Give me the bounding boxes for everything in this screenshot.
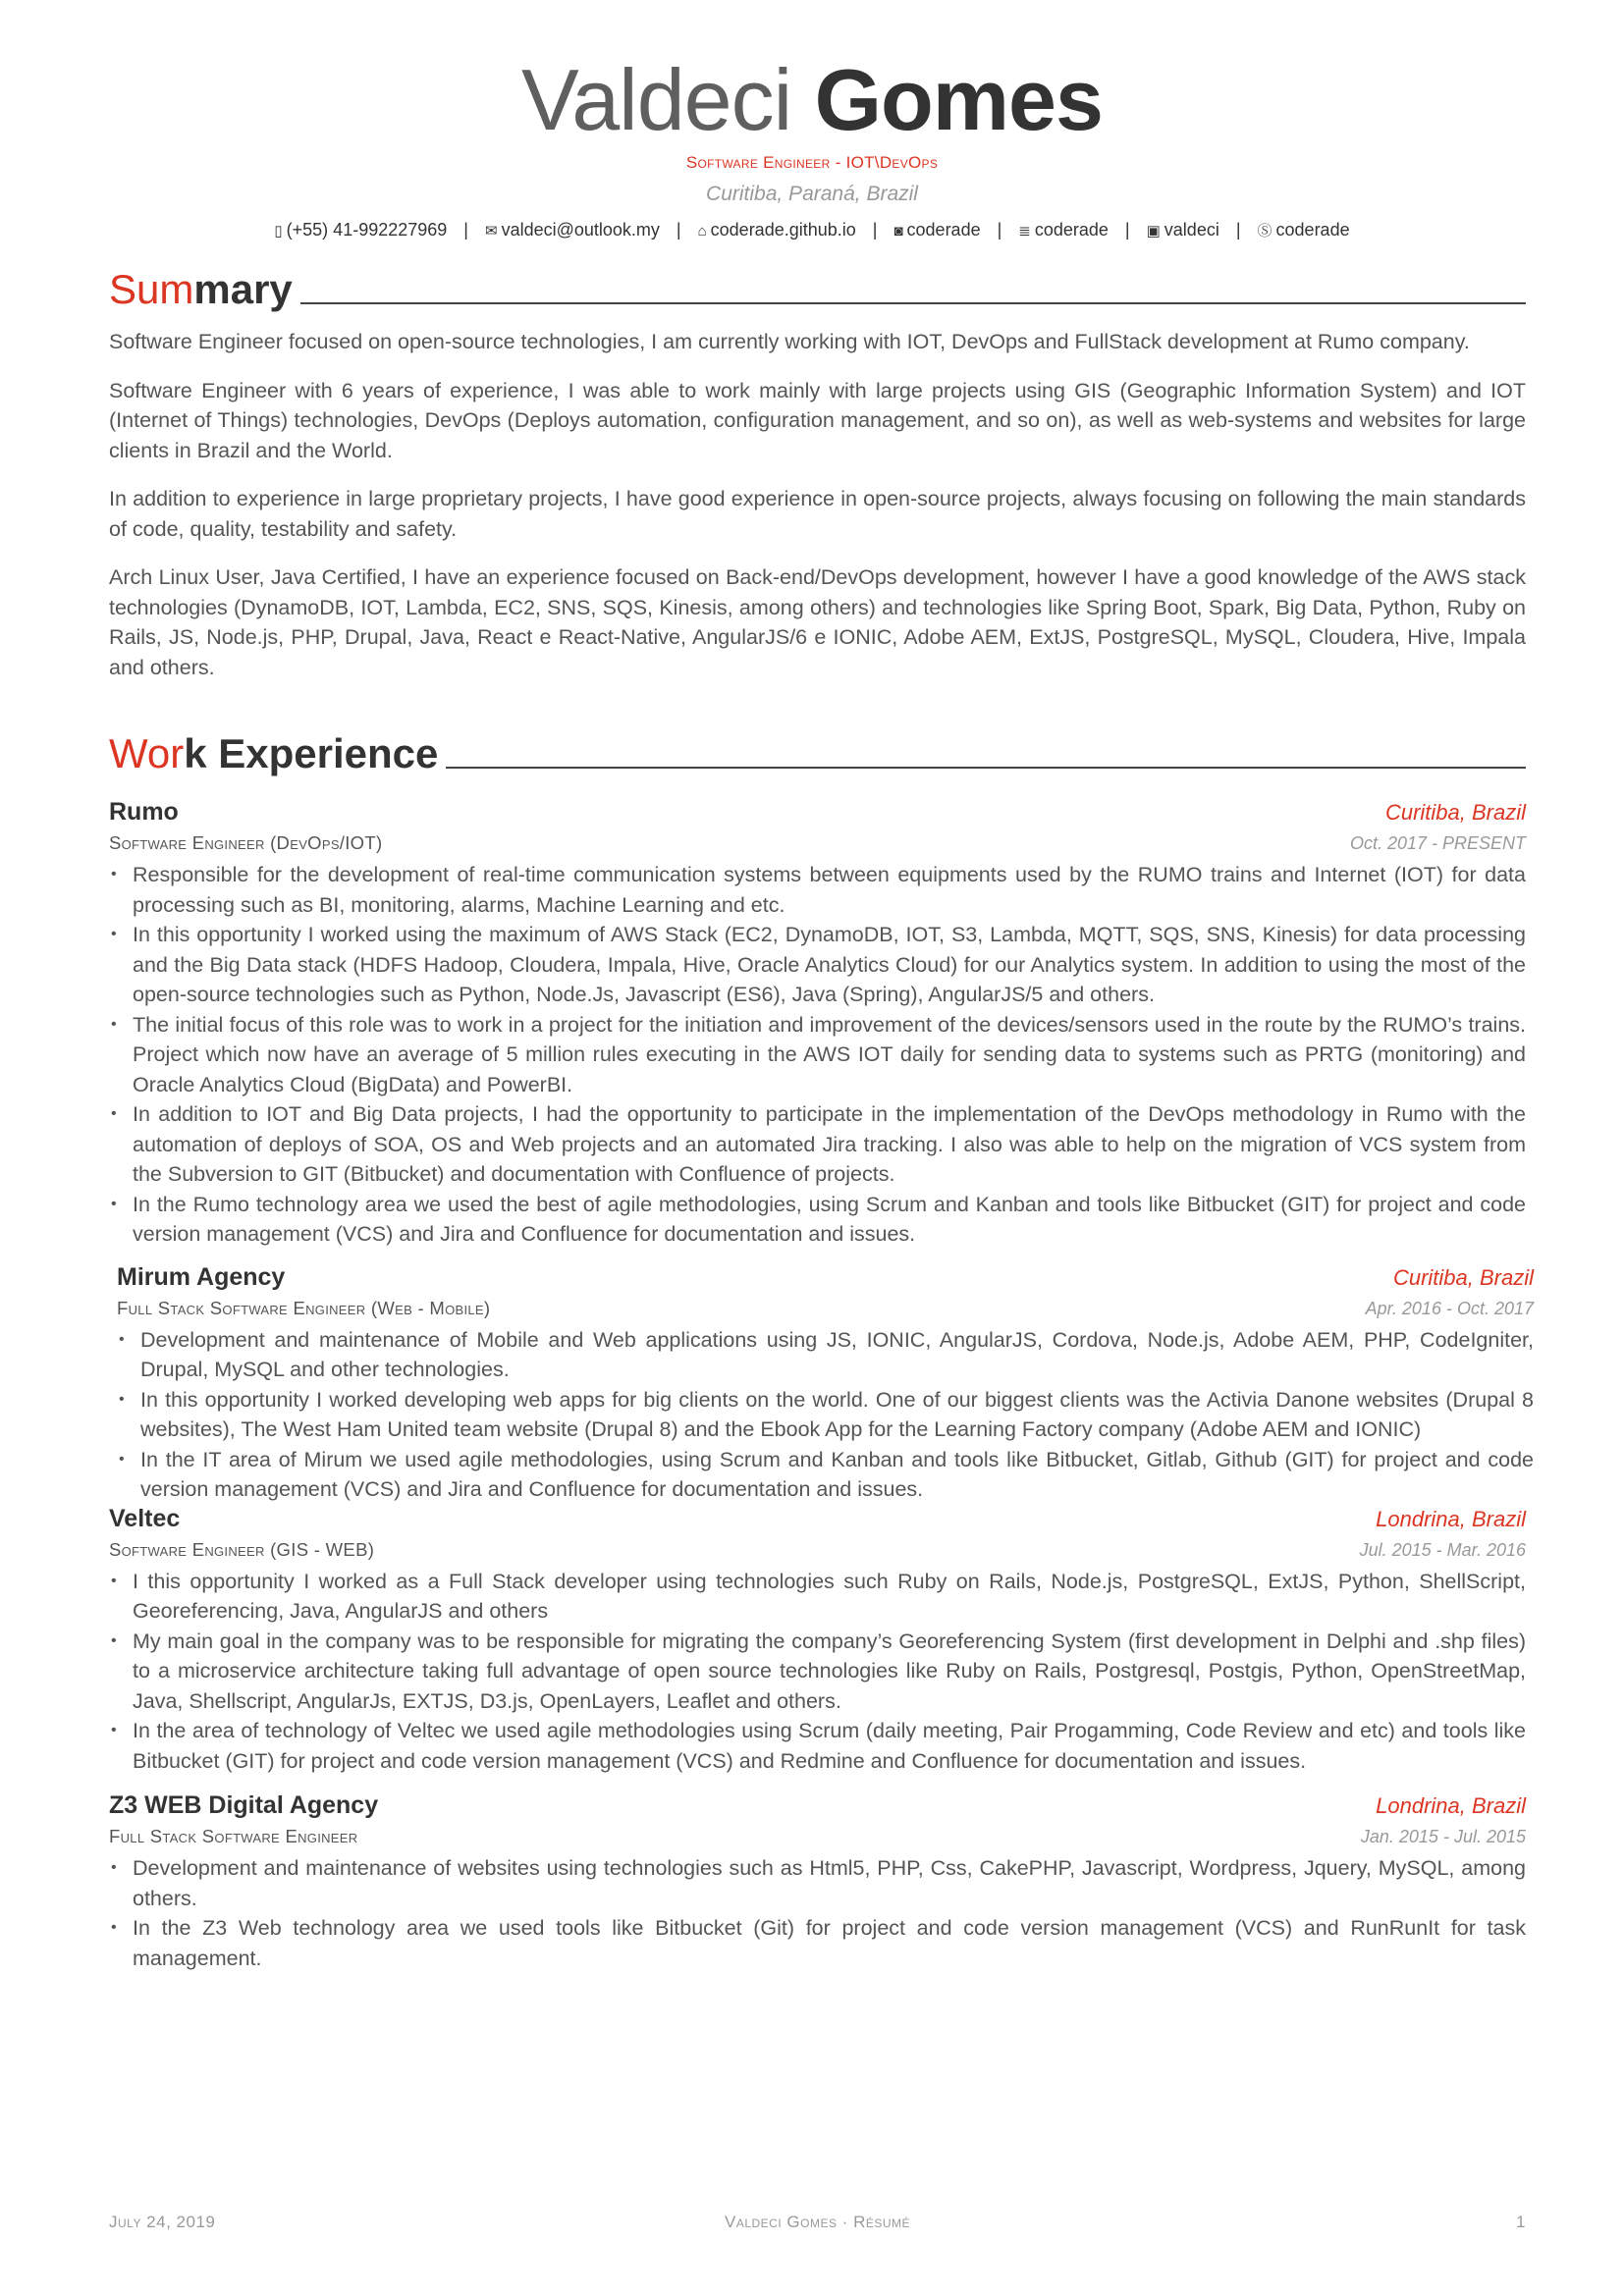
contact-separator: | xyxy=(1235,220,1241,240)
responsibility-list xyxy=(109,860,1526,1250)
experience-entry xyxy=(109,1791,1526,1973)
heading-accent: Wor xyxy=(109,730,185,776)
summary-paragraph: Software Engineer focused on open-source technologies, I am currently working with IOT, DevOps and FullStack development at Rumo company. xyxy=(109,330,1470,353)
address: Curitiba, Paraná, Brazil xyxy=(706,183,918,205)
job-dates: Jul. 2015 - Mar. 2016 xyxy=(1359,1539,1526,1560)
company-location: Londrina, Brazil xyxy=(1376,1506,1526,1531)
heading-rest: k Experience xyxy=(184,730,439,776)
responsibility-item: • In this opportunity I worked developing web apps for big clients on the world. One of our biggest clients was the Activia Danone websites (Drupal 8 websites), The West Ham United team website (Drupal 8) and the Ebook App for the Learning Factory company (Adobe AEM and IONIC) xyxy=(117,1385,1534,1445)
responsibility-item: • Development and maintenance of Mobile and Web applications using JS, IONIC, AngularJS, Cordova, Node.js, Adobe AEM, PHP, CodeIgniter, Drupal, MySQL and other technologies. xyxy=(117,1325,1534,1385)
responsibility-list xyxy=(109,1853,1526,1973)
contact-separator: | xyxy=(997,220,1002,240)
footer-title: Valdeci Gomes · Résumé xyxy=(724,2213,911,2231)
company-location: Curitiba, Brazil xyxy=(1384,800,1526,825)
company-name: Veltec xyxy=(109,1504,181,1532)
contact-text[interactable]: valdeci xyxy=(1164,220,1219,240)
company-location: Londrina, Brazil xyxy=(1376,1793,1526,1818)
summary-heading xyxy=(109,267,1526,312)
experience-entry xyxy=(109,798,1526,1250)
company-name: Mirum Agency xyxy=(117,1262,286,1291)
summary-paragraph: Arch Linux User, Java Certified, I have an experience focused on Back-end/DevOps development, however I have a good knowledge of the AWS stack technologies (DynamoDB, IOT, Lambda, EC2, SNS, SQS, Kinesis, among others) and technologies like Spring Boot, Spark, Big Data, Python, Ruby on Rails, JS, Node.js, PHP, Drupal, Java, React e React-Native, AngularJS/6 e IONIC, Adobe AEM, ExtJS, PostgreSQL, MySQL, Cloudera, Hive, Impala and others. xyxy=(109,565,1526,679)
footer-date: July 24, 2019 xyxy=(109,2213,216,2231)
responsibility-list xyxy=(117,1325,1534,1505)
experience-entries xyxy=(109,798,1534,1973)
job-title: Full Stack Software Engineer xyxy=(109,1826,358,1846)
last-name: Gomes xyxy=(814,51,1103,148)
company-name: Z3 WEB Digital Agency xyxy=(109,1791,379,1819)
contact-text[interactable]: (+55) 41-992227969 xyxy=(286,220,448,240)
experience-heading xyxy=(109,731,1526,776)
summary-paragraph: In addition to experience in large proprietary projects, I have good experience in open-source projects, always focusing on following the main standards of code, quality, testability and safety. xyxy=(109,487,1526,541)
job-position: Software Engineer - IOT\DevOps xyxy=(685,153,939,172)
contact-text[interactable]: coderade.github.io xyxy=(710,220,856,240)
linkedin-icon: ▣ xyxy=(1146,223,1161,240)
contact-separator: | xyxy=(676,220,681,240)
contact-text[interactable]: coderade xyxy=(906,220,981,240)
summary-paragraph: Software Engineer with 6 years of experience, I was able to work mainly with large projects using GIS (Geographic Information System) and IOT (Internet of Things) technologies, DevOps (Deploys automation, configuration management, and so on), as well as web-systems and websites for large clients in Brazil and the World. xyxy=(109,378,1526,462)
responsibility-item: • Responsible for the development of real-time communication systems between equipments used by the RUMO trains and Internet (IOT) for data processing such as BI, monitoring, alarms, Machine Learning and etc. xyxy=(109,860,1526,920)
heading-rule xyxy=(300,302,1526,304)
heading-accent: Sum xyxy=(109,266,194,312)
experience-entry xyxy=(109,1505,1526,1777)
responsibility-item: • The initial focus of this role was to work in a project for the initiation and improvement of the devices/sensors used in the route by the RUMO’s trains. Project which now have an average of 5 million rules executing in the AWS IOT daily for sending data to systems such as PRTG (monitoring) and Oracle Analytics Cloud (BigData) and PowerBI. xyxy=(109,1010,1526,1100)
contact-text[interactable]: coderade xyxy=(1275,220,1350,240)
mobile-icon: ▯ xyxy=(274,223,283,240)
responsibility-item: • In this opportunity I worked using the maximum of AWS Stack (EC2, DynamoDB, IOT, S3, Lambda, MQTT, SQS, SNS, Kinesis) for data processing and the Big Data stack (HDFS Hadoop, Cloudera, Impala, Hive, Oracle Analytics Cloud) for our Analytics system. In addition to using the most of the open-source technologies such as Python, Node.Js, Javascript (ES6), Java (Spring), AngularJS/5 and others. xyxy=(109,920,1526,1010)
job-title: Full Stack Software Engineer (Web - Mobile) xyxy=(117,1297,491,1318)
contact-separator: | xyxy=(872,220,878,240)
job-title: Software Engineer (GIS - WEB) xyxy=(109,1538,375,1560)
responsibility-item: • My main goal in the company was to be responsible for migrating the company’s Georeferencing System (first development in Delphi and .shp files) to a microservice architecture taking full advantage of open source technologies like Ruby on Rails, Postgresql, Postgis, Python, OpenStreetMap, Java, Shellscript, AngularJs, EXTJS, D3.js, OpenLayers, Leaflet and others. xyxy=(109,1627,1526,1717)
job-dates: Apr. 2016 - Oct. 2017 xyxy=(1365,1298,1534,1318)
envelope-icon: ✉ xyxy=(484,223,498,240)
heading-rule xyxy=(446,767,1526,769)
responsibility-item: • I this opportunity I worked as a Full Stack developer using technologies such Ruby on Rails, Node.js, PostgreSQL, ExtJS, Python, ShellScript, Georeferencing, Java, AngularJS and others xyxy=(109,1567,1526,1627)
company-name: Rumo xyxy=(109,798,179,826)
page-number: 1 xyxy=(1516,2213,1526,2231)
responsibility-item: • In the IT area of Mirum we used agile methodologies, using Scrum and Kanban and tools like Bitbucket, Gitlab, Github (GIT) for project and code version management (VCS) and Jira and Confluence for documentation and issues. xyxy=(117,1445,1534,1505)
responsibility-list xyxy=(109,1567,1526,1777)
responsibility-item: • In addition to IOT and Big Data projects, I had the opportunity to participate in the implementation of the DevOps methodology in Rumo with the automation of deploys of SOA, OS and Web projects and an automated Jira tracking. I also was able to help on the migration of VCS system from the Subversion to GIT (Bitbucket) and documentation with Confluence of projects. xyxy=(109,1099,1526,1190)
home-icon: ⌂ xyxy=(697,223,707,240)
stackoverflow-icon: ≣ xyxy=(1018,223,1031,240)
job-dates: Oct. 2017 - PRESENT xyxy=(1349,833,1526,853)
contact-text[interactable]: valdeci@outlook.my xyxy=(501,220,660,240)
heading-rest: mary xyxy=(193,266,293,312)
github-icon: ◙ xyxy=(893,223,903,240)
responsibility-item: • In the area of technology of Veltec we used agile methodologies using Scrum (daily meeting, Pair Progamming, Code Review and etc) and tools like Bitbucket (GIT) for project and code version management (VCS) and Redmine and Confluence for documentation and issues. xyxy=(109,1716,1526,1776)
contact-separator: | xyxy=(463,220,468,240)
job-title: Software Engineer (DevOps/IOT) xyxy=(109,832,383,853)
first-name: Valdeci xyxy=(521,51,792,148)
company-location: Curitiba, Brazil xyxy=(1392,1264,1534,1290)
contact-text[interactable]: coderade xyxy=(1034,220,1109,240)
experience-entry xyxy=(109,1263,1534,1505)
job-dates: Jan. 2015 - Jul. 2015 xyxy=(1360,1827,1526,1846)
summary-body xyxy=(109,327,1526,682)
responsibility-item: • In the Z3 Web technology area we used tools like Bitbucket (Git) for project and code version management (VCS) and RunRunIt for task management. xyxy=(109,1913,1526,1973)
skype-icon: Ⓢ xyxy=(1257,223,1272,240)
responsibility-item: • Development and maintenance of websites using technologies such as Html5, PHP, Css, CakePHP, Javascript, Wordpress, Jquery, MySQL, among others. xyxy=(109,1853,1526,1913)
contact-separator: | xyxy=(1124,220,1130,240)
responsibility-item: • In the Rumo technology area we used the best of agile methodologies, using Scrum and Kanban and tools like Bitbucket (GIT) for project and code version management (VCS) and Jira and Confluence for documentation and issues. xyxy=(109,1190,1526,1250)
